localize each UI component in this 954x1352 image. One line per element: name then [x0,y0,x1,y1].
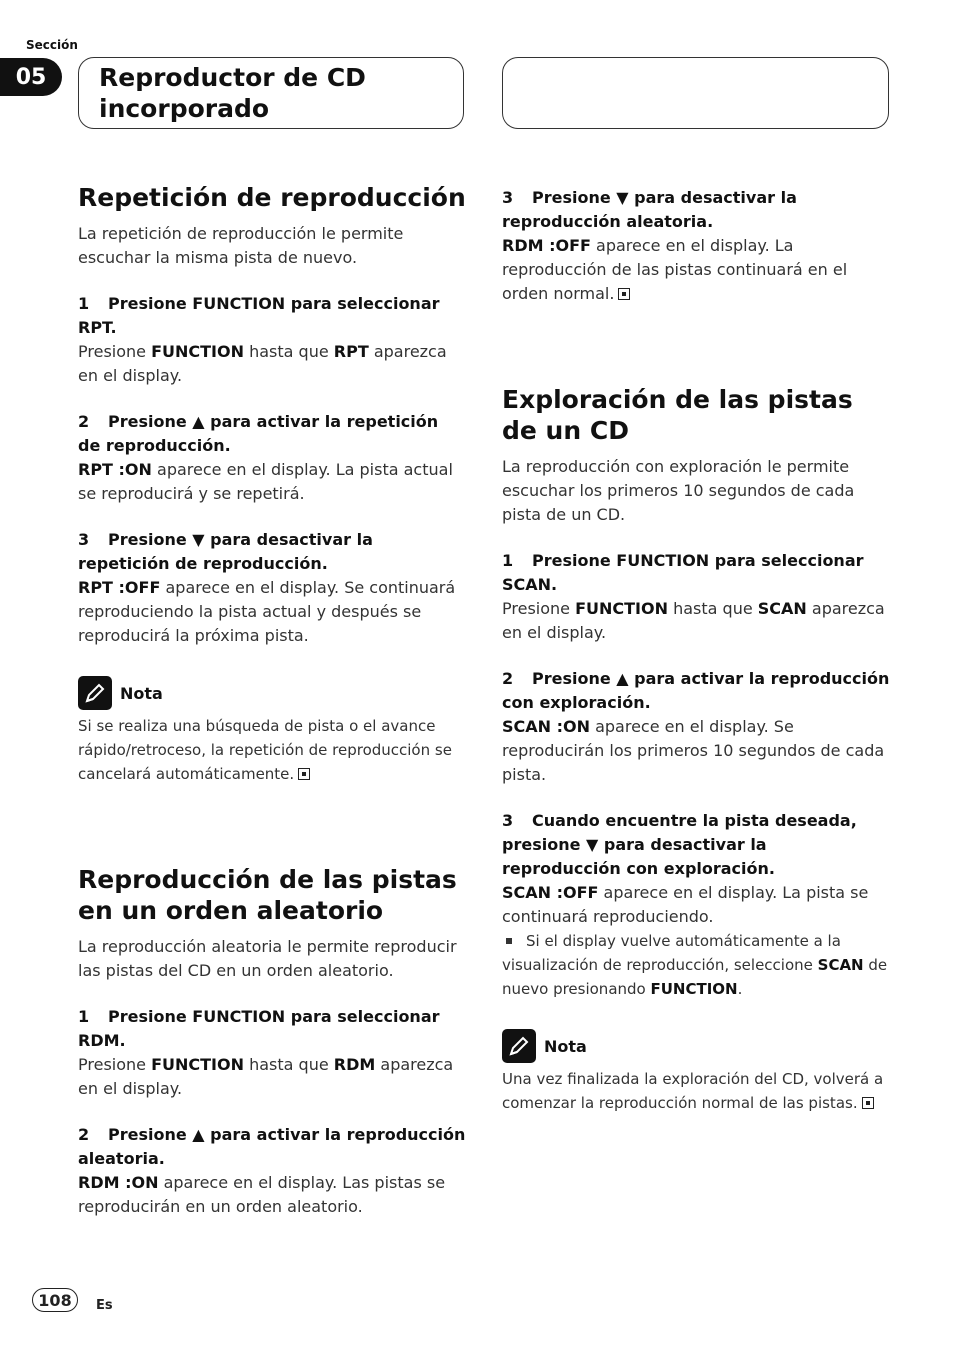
repeat-note-header [78,676,466,710]
random-title: Reproducción de las pistas en un orden aleatorio [78,865,457,925]
random-step1-heading: 1 Presione FUNCTION para seleccionar RDM. [78,1007,440,1050]
repeat-step2-heading: 2 Presione ▲ para activar la repetición de reproducción. [78,412,439,455]
scan-step2-heading: 2 Presione ▲ para activar la reproducción con exploración. [502,669,890,712]
scan-step3-body: SCAN :OFF aparece en el display. La pista se continuará reproduciendo. [502,883,869,926]
repeat-step1-heading: 1 Presione FUNCTION para seleccionar RPT. [78,294,440,337]
note-pencil-icon [502,1029,536,1063]
scan-step1-body: Presione FUNCTION hasta que SCAN aparezca en el display. [502,599,885,642]
scan-note-text: Una vez finalizada la exploración del CD, volverá a comenzar la reproducción normal de las pistas. [502,1070,884,1112]
bullet-square-icon [506,938,512,944]
scan-bullet-note: Si el display vuelve automáticamente a la visualización de reproducción, seleccione SCAN de nuevo presionando FUNCTION. [502,932,888,998]
repeat-title: Repetición de reproducción [78,183,466,212]
scan-step2-body: SCAN :ON aparece en el display. Se reproducirán los primeros 10 segundos de cada pista. [502,717,885,784]
scan-step1-heading: 1 Presione FUNCTION para seleccionar SCAN. [502,551,864,594]
note-pencil-icon [78,676,112,710]
section-label: Sección [26,38,78,52]
chapter-title-box [78,57,464,129]
random-intro: La reproducción aleatoria le permite reproducir las pistas del CD en un orden aleatorio. [78,937,457,980]
repeat-note-text: Si se realiza una búsqueda de pista o el avance rápido/retroceso, la repetición de reproducción se cancelará automáticamente. [78,717,452,783]
end-mark-icon [298,768,310,780]
right-column [502,186,890,1115]
language-code: Es [96,1298,113,1313]
note-label: Nota [544,1036,587,1056]
end-mark-icon [618,288,630,300]
end-mark-icon [862,1097,874,1109]
repeat-step1-body: Presione FUNCTION hasta que RPT aparezca en el display. [78,342,447,385]
repeat-step2-body: RPT :ON aparece en el display. La pista actual se reproducirá y se repetirá. [78,460,453,503]
chapter-title-line2: incorporado [99,94,270,123]
scan-step3-heading: 3 Cuando encuentre la pista deseada, presione ▼ para desactivar la reproducción con exploración. [502,811,857,878]
scan-intro: La reproducción con exploración le permite escuchar los primeros 10 segundos de cada pista de un CD. [502,457,855,524]
random-step3-heading: 3 Presione ▼ para desactivar la reproducción aleatoria. [502,188,797,231]
scan-title: Exploración de las pistas de un CD [502,385,853,445]
repeat-step3-body: RPT :OFF aparece en el display. Se continuará reproduciendo la pista actual y después se reproducirá la próxima pista. [78,578,456,645]
random-step3-body: RDM :OFF aparece en el display. La reproducción de las pistas continuará en el orden normal. [502,236,848,303]
left-column [78,182,466,1219]
header-empty-box [502,57,889,129]
random-step2-body: RDM :ON aparece en el display. Las pistas se reproducirán en un orden aleatorio. [78,1173,446,1216]
repeat-intro: La repetición de reproducción le permite escuchar la misma pista de nuevo. [78,224,404,267]
repeat-step3-heading: 3 Presione ▼ para desactivar la repetición de reproducción. [78,530,373,573]
section-number-tab: 05 [0,58,62,96]
page-number: 108 [32,1288,78,1312]
chapter-title-line1: Reproductor de CD [99,63,366,92]
note-label: Nota [120,683,163,703]
scan-note-header [502,1029,890,1063]
random-step1-body: Presione FUNCTION hasta que RDM aparezca en el display. [78,1055,454,1098]
random-step2-heading: 2 Presione ▲ para activar la reproducción aleatoria. [78,1125,466,1168]
